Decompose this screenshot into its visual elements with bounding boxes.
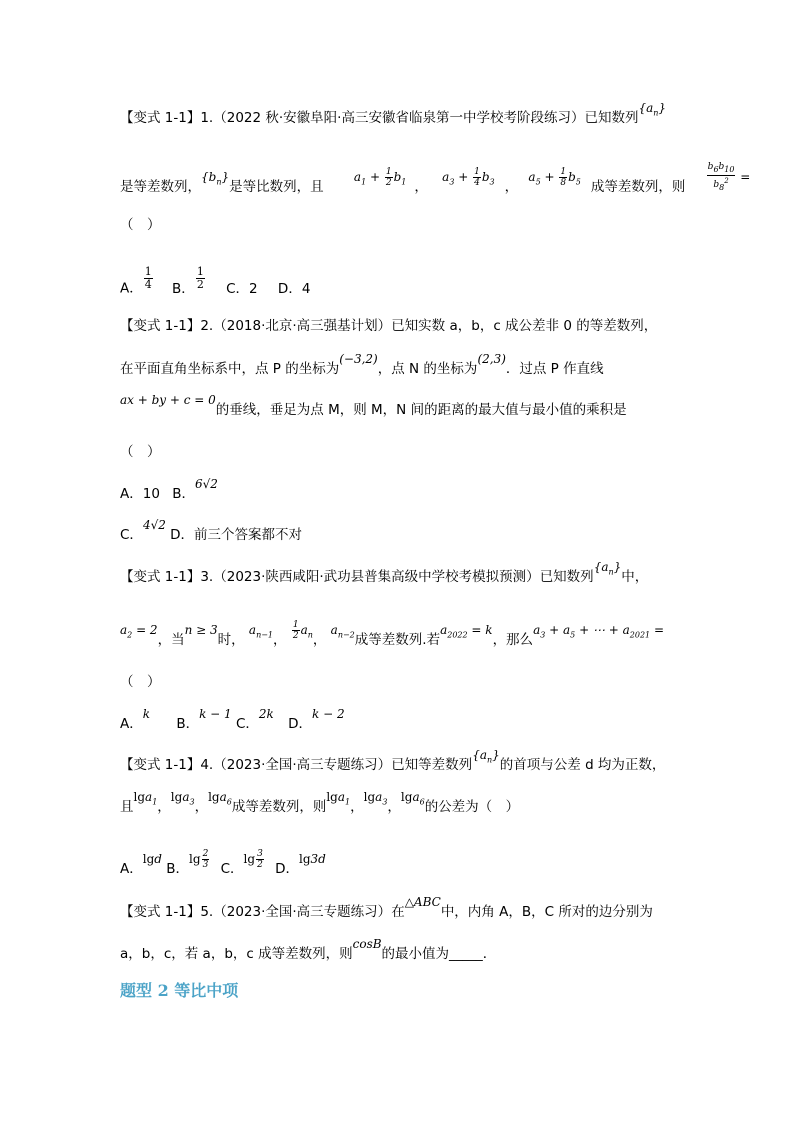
q2-option-c-value: 4√2: [142, 518, 166, 532]
q3-math-sum: $a_3 + a_5$ + ⋯ + $a_{2021}$ =: [533, 623, 665, 640]
q1-text-3: 是等比数列，且: [229, 178, 324, 195]
q4-math-lga1: lga$_1$: [133, 790, 158, 807]
q2-option-b-value: 6√2: [194, 477, 218, 491]
q4-math-lga1-b: lga$_1$: [326, 790, 351, 807]
q1-option-a: A．: [120, 280, 143, 297]
q2-line-3: [120, 393, 627, 420]
q4-option-a: A．: [120, 861, 143, 877]
q4-math-lga6-b: lga$_6$: [400, 790, 425, 807]
q4-option-a-value: lgd: [142, 852, 162, 866]
q2-option-a: A．10: [120, 486, 160, 502]
q4-tag: 【变式 1-1】: [120, 757, 201, 773]
q3-text-2: 中，: [621, 569, 649, 585]
q4-text-3: 且: [120, 799, 134, 815]
q1-text-2: 是等差数列，: [120, 178, 201, 195]
q2-answer-paren: （ ）: [120, 444, 161, 460]
q1-math-an: $\{a_n\}$: [638, 101, 667, 118]
q3-line-2: $a_2 = 2$，当n ≥ 3时， $a_{n-1}$， $\frac{1}{2}$ $a_n$， $a_{n-2}$成等差数列.若$a_{2022} = k$，那么$a_3 + a_5$ + ⋯ + $a_{2021}$ =: [120, 620, 665, 648]
q2-option-c: C．: [120, 527, 143, 543]
q5-tag: 【变式 1-1】: [120, 904, 201, 920]
q2-text-4: ．过点 P 作直线: [505, 361, 604, 377]
q5-text-5: ．: [482, 946, 497, 962]
q5-text-3: a，b，c，若 a，b，c 成等差数列，则: [120, 946, 353, 962]
q5-text-2: 中，内角 A，B，C 所对的边分别为: [440, 904, 653, 920]
q3-option-b-value: k − 1: [199, 707, 232, 721]
q1-answer-paren: （ ）: [120, 217, 161, 233]
q3-math-an-1: $a_{n-1}$: [248, 623, 274, 640]
q3-option-c: C．: [235, 716, 259, 732]
q1-math-term-3: $a_5$ + $\frac{1}{8}$ $b_5$: [528, 166, 581, 188]
q3-math-a2: $a_2 = 2$: [120, 623, 158, 640]
q1-option-a-value: $\frac{1}{4}$: [144, 265, 152, 291]
q4-option-b-value: lg $\frac{2}{3}$: [189, 849, 209, 870]
q1-math-bn: $\{b_n\}$: [201, 169, 230, 187]
q3-math-half-an: $\frac{1}{2}$ $a_n$: [292, 620, 313, 641]
q2-options-ab: [120, 477, 218, 504]
q3-text-4: 时，: [217, 632, 245, 648]
q2-text-3: ，点 N 的坐标为: [377, 361, 478, 377]
q4-source: （2023·全国·高三专题练习）: [213, 757, 392, 773]
q3-text-5: ，: [273, 632, 287, 648]
q2-tag: 【变式 1-1】: [120, 318, 201, 334]
q3-text-3: ，当: [157, 632, 185, 648]
q1-text-4: 成等差数列，则: [590, 178, 686, 195]
q4-math-an: $\{a_n\}$: [472, 748, 500, 765]
q5-number: 5.: [200, 904, 214, 920]
q4-text-5: 的公差为（ ）: [424, 799, 520, 815]
q1-source: （2022 秋·安徽阜阳·高三安徽省临泉第一中学校考阶段练习）: [213, 110, 585, 126]
q2-line-2: [120, 352, 604, 379]
q5-math-cos: cosB: [352, 937, 382, 951]
q5-text-4: 的最小值为: [381, 946, 450, 962]
q4-math-lga6: lga$_6$: [208, 790, 232, 807]
q2-number: 2.: [200, 318, 214, 334]
q3-math-a2022: $a_{2022} = k$: [440, 623, 493, 640]
q5-blank: _____: [449, 946, 483, 962]
q4-options: [120, 849, 326, 880]
q2-options-cd: [120, 518, 303, 545]
q1-option-c: C．2: [226, 280, 258, 297]
q4-text-1: 已知等差数列: [391, 757, 473, 773]
q1-option-d: D．4: [277, 280, 311, 297]
q3-text-1: 已知数列: [539, 569, 594, 585]
q1-math-ratio: $\frac{b_6b_{10}}{b_8^2}$ =: [707, 162, 751, 192]
q5-source: （2023·全国·高三专题练习）: [213, 904, 392, 920]
q4-option-d: D．: [275, 861, 299, 877]
q1-tag: 【变式 1-1】: [120, 110, 201, 126]
q3-math-an: $\{a_n\}$: [593, 560, 622, 577]
q3-option-d: D．: [288, 716, 313, 732]
q1-math-term-2: $a_3$ + $\frac{1}{4}$ $b_3$: [442, 166, 495, 188]
q1-line-2: 是等差数列，$\{b_n\}$是等比数列，且 $a_1$ + $\frac{1}{2}$ $b_1$ ， $a_3$ + $\frac{1}{4}$ $b_3$ ， $a_5$ + $\frac{1}{8}$ $b_5$ 成等差数列，则 $\frac{b_6b_{10}}{b_8^2}$ =: [120, 162, 751, 195]
q1-options: [120, 265, 311, 301]
q1-number: 1.: [200, 110, 214, 126]
q1-text-1: 已知数列: [584, 110, 639, 126]
q2-option-d: D．前三个答案都不对: [170, 527, 303, 543]
q2-text-1: 已知实数 a，b，c 成公差非 0 的等差数列，: [391, 318, 658, 334]
q4-math-lga3-b: lga$_3$: [363, 790, 388, 807]
q2-source: （2018·北京·高三强基计划）: [213, 318, 392, 334]
q3-option-c-value: 2k: [258, 707, 274, 721]
q5-math-triangle: △ABC: [404, 895, 441, 909]
q2-line-1: [120, 316, 657, 336]
q4-number: 4.: [200, 757, 214, 773]
q4-math-lga3: lga$_3$: [170, 790, 195, 807]
section-heading: 题型 2 等比中项: [120, 981, 239, 1000]
q2-text-5: 的垂线，垂足为点 M，则 M，N 间的距离的最大值与最小值的乘积是: [215, 402, 627, 418]
q3-tag: 【变式 1-1】: [120, 569, 201, 585]
q4-option-d-value: lg3d: [299, 852, 326, 866]
q1-math-term-1: $a_1$ + $\frac{1}{2}$ $b_1$: [353, 166, 407, 188]
q3-line-1: [120, 560, 649, 592]
q1-option-b: B．: [172, 280, 195, 297]
q3-option-a-value: k: [142, 707, 151, 721]
q1-option-b-value: $\frac{1}{2}$: [196, 265, 204, 291]
q2-math-p: (−3,2): [339, 352, 378, 366]
q3-option-a: A．: [120, 716, 143, 732]
q3-text-7: ，那么: [492, 632, 534, 648]
q3-number: 3.: [200, 569, 214, 585]
q1-line-1: [120, 101, 667, 133]
q4-option-c-value: lg $\frac{3}{2}$: [243, 849, 263, 870]
q4-line-2: 且lga$_1$，lga$_3$，lga$_6$成等差数列，则lga$_1$，lga$_3$，lga$_6$的公差为（ ）: [120, 790, 520, 815]
q5-line-1: [120, 895, 653, 922]
q2-math-line: ax + by + c = 0: [120, 393, 216, 407]
q3-text-6: 成等差数列.若: [354, 632, 441, 648]
q3-math-n3: n ≥ 3: [184, 623, 218, 637]
q5-line-2: [120, 937, 497, 964]
q3-option-d-value: k − 2: [312, 707, 345, 721]
q4-line-1: [120, 748, 666, 780]
q4-option-b: B．: [166, 861, 190, 877]
q2-option-b: B．: [172, 486, 195, 502]
q4-text-2: 的首项与公差 d 均为正数，: [499, 757, 666, 773]
q3-answer-paren: （ ）: [120, 674, 161, 690]
q5-text-1: 在: [391, 904, 405, 920]
q4-option-c: C．: [220, 861, 244, 877]
q4-text-4: 成等差数列，则: [231, 799, 327, 815]
q3-options: [120, 707, 345, 734]
q2-math-n: (2,3): [477, 352, 506, 366]
q3-source: （2023·陕西咸阳·武功县普集高级中学校考模拟预测）: [213, 569, 540, 585]
q3-option-b: B．: [176, 716, 200, 732]
q2-text-2: 在平面直角坐标系中，点 P 的坐标为: [120, 361, 340, 377]
q3-math-an-2: $a_{n-2}$: [330, 623, 355, 640]
